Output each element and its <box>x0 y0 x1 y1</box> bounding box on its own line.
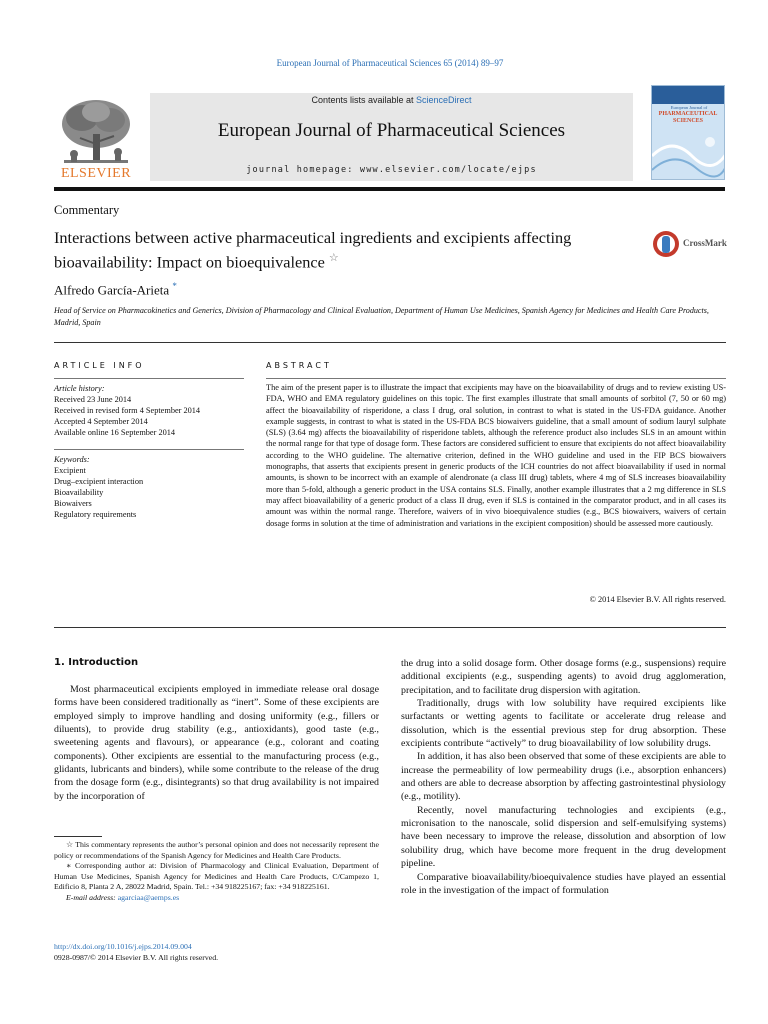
article-history <box>54 383 249 438</box>
email-link[interactable]: agarciaa@aemps.es <box>117 892 180 902</box>
journal-title: European Journal of Pharmaceutical Sciences <box>217 120 566 141</box>
body-paragraph: Comparative bioavailability/bioequivalence studies have played an essential role in the investigation of the impact of formulation <box>401 871 726 896</box>
keywords-label: Keywords: <box>54 455 90 464</box>
history-revised: Received in revised form 4 September 2014 <box>54 406 201 415</box>
history-online: Available online 16 September 2014 <box>54 428 176 437</box>
keyword-item: Excipient <box>54 466 86 475</box>
journal-cover[interactable] <box>651 85 725 180</box>
crossmark-icon <box>651 229 681 259</box>
abstract-text: The aim of the present paper is to illustrate the impact that excipients may have on the bioavailability of drugs and to review existing US-FDA, WHO and EMA regulatory guidelines on this topic. The first examples illustrate that small amounts of sorbitol (7, 50 or 60 mg) affect the bioavailability of risperidone, a class I drug, oral solution, in contrast to what is stated in the US-FDA guidance. Another example suggests, in contrast to what is stated in the US-FDA BCS biowaivers guideline, that a small amount of sodium lauryl sulphate (SLS) (3.64 mg) affects the bioavailability of risperidone tablets, although the reference product also includes SLS in an amount within the normal range for that type of dosage form. These factors are considered sufficient to ensure that excipients do not affect bioavailability according to the WHO guideline. The alternative criterion, defined in the WHO guideline and used in the FIP BCS biowaivers monographs, that asserts that excipients present in generic products of the ICH countries do not affect bioavailability if used in normal amounts, is shown to be incorrect with an example of alendronate (a class III drug) tablets, where 4 mg of SLS increases bioavailability more than 5-fold, although a generic product in the USA contains SLS. Finally, another example illustrates that a 2 mg difference in SLS may affect bioavailability of a generic product of a class II drug, even if SLS is contained in the comparator product, and in all cases its amount was within the normal range. Therefore, waivers of in vivo bioequivalence studies (e.g., BCS biowaivers, waivers of certain dosage forms in solution at the time of administration and variations in the excipient composition) should be assessed more cautiously. <box>266 383 726 528</box>
article-info-heading: ARTICLE INFO <box>54 361 145 370</box>
cover-line2: PHARMACEUTICAL <box>658 111 718 117</box>
author-affiliation: Head of Service on Pharmacokinetics and Generics, Division of Pharmacology and Clinical Evaluation, Department of Human Use Medicines, Spanish Agency for Medicines and Health Care Products, Madrid, Spain <box>54 306 709 327</box>
abstract-copyright: © 2014 Elsevier B.V. All rights reserved. <box>589 595 726 604</box>
footnote-2-mark: ∗ <box>66 861 72 871</box>
keywords-rule <box>54 449 244 450</box>
cover-line3: SCIENCES <box>672 118 703 124</box>
footnote-1-mark: ☆ <box>66 840 74 849</box>
body-right-column <box>401 657 726 897</box>
article-info-rule <box>54 378 244 379</box>
abstract-bottom-rule <box>54 627 726 628</box>
bottom-meta <box>54 941 384 963</box>
crossmark-label: CrossMark <box>683 238 727 248</box>
keywords-block <box>54 454 249 520</box>
issn-line: 0928-0987/© 2014 Elsevier B.V. All rights reserved. <box>54 953 219 962</box>
author-name: Alfredo García-Arieta * <box>54 281 177 298</box>
cover-line1: European Journal of <box>670 105 708 110</box>
header-rule <box>54 187 725 191</box>
keyword-item: Drug–excipient interaction <box>54 477 144 486</box>
cover-wave-icon <box>652 126 725 180</box>
body-paragraph: the drug into a solid dosage form. Other dosage forms (e.g., suspensions) require additional excipients (e.g., suspending agents) to avoid drug agglomeration, precipitation, and to facilitate drug dispersion with agitation. <box>401 658 726 696</box>
body-paragraph: Traditionally, drugs with low solubility have required excipients like surfactants or wetting agents to facilitate or accelerate drug release and dissolution, which is the essential previous step for drug absorption. These excipients contribute “actively” to drug bioavailability of low solubility drugs. <box>401 698 726 750</box>
crossmark-badge[interactable] <box>651 229 733 261</box>
publisher-name: ELSEVIER <box>60 166 132 181</box>
journal-homepage[interactable]: journal homepage: www.elsevier.com/locate/ejps <box>246 165 537 175</box>
keyword-item: Regulatory requirements <box>54 510 137 519</box>
article-history-label: Article history: <box>54 384 105 393</box>
abstract-heading: ABSTRACT <box>266 361 332 370</box>
title-note-mark[interactable]: ☆ <box>328 252 339 264</box>
sciencedirect-link[interactable]: ScienceDirect <box>416 95 472 105</box>
footnote-rule <box>54 836 102 837</box>
footnote-1: ☆ This commentary represents the author’s personal opinion and does not necessarily represent the policy or recommendations of the Spanish Agency for Medicines and Health Care Products. <box>54 840 379 860</box>
affiliation-rule <box>54 342 726 343</box>
abstract-rule <box>266 378 726 379</box>
keyword-item: Bioavailability <box>54 488 104 497</box>
contents-line: Contents lists available at ScienceDirect <box>311 95 472 105</box>
article-type: Commentary <box>54 203 120 217</box>
journal-citation[interactable]: European Journal of Pharmaceutical Sciences 65 (2014) 89–97 <box>276 58 504 68</box>
author-note-mark[interactable]: * <box>172 281 177 291</box>
doi-link[interactable]: http://dx.doi.org/10.1016/j.ejps.2014.09.004 <box>54 942 192 951</box>
footnote-email: E-mail address: agarciaa@aemps.es <box>66 892 180 902</box>
footnote-2: ∗ Corresponding author at: Division of Pharmacology and Clinical Evaluation, Department of Human Use Medicines, Spanish Agency for Medicines and Health Care Products, C/Campezo 1, Edificio 8, Planta 2 A, 28022 Madrid, Spain. Tel.: +34 918225167; fax: +34 918225161. <box>54 861 380 892</box>
body-paragraph: In addition, it has also been observed that some of these excipients are able to increase the permeability of low permeability drugs (i.e., absorption enhancers) and others are able to decrease absorption by affecting gastrointestinal physiology (e.g., motility). <box>401 751 726 803</box>
history-received: Received 23 June 2014 <box>54 395 132 404</box>
body-paragraph: Recently, novel manufacturing technologies and excipients (e.g., micronisation to the nanoscale, solid dispersion and self-emulsifying systems) have been necessary to improve the release, dissolution and absorption of low solubility drug, which have become more frequent in the drug development pipeline. <box>401 804 726 870</box>
elsevier-logo[interactable] <box>54 94 138 184</box>
body-paragraph: Most pharmaceutical excipients employed in immediate release oral dosage forms have been considered traditionally as “inert”. Some of these excipients are employed simply to improve handling and dosing uniformity (e.g., fillers or diluents), to provide drug stability (e.g., antioxidants), good taste (e.g., sweetening agents and flavours), or appearance (e.g., colorant and coating components). Other excipients are essential to the manufacturing process (e.g., glidants, lubricants and binders), while some contribute to the release of the drug from the dosage form (e.g., disintegrants) so that drug availability is not impaired by the incorporation of <box>54 684 379 802</box>
footnotes <box>54 840 379 904</box>
section-heading-introduction: 1. Introduction <box>54 657 139 668</box>
keyword-item: Biowaivers <box>54 499 92 508</box>
history-accepted: Accepted 4 September 2014 <box>54 417 148 426</box>
article-title: Interactions between active pharmaceutical ingredients and excipients affecting bioavailability: Impact on bioequivalence ☆ <box>54 228 572 272</box>
body-left-column <box>54 683 379 803</box>
